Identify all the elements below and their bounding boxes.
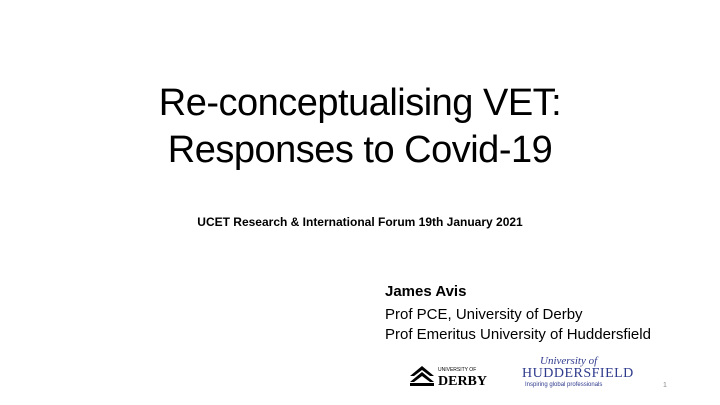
author-affiliation-1: Prof PCE, University of Derby — [385, 306, 583, 323]
author-name: James Avis — [385, 283, 467, 300]
derby-logo-bottom-text: DERBY — [438, 374, 488, 388]
derby-logo-top-text: UNIVERSITY OF — [438, 367, 477, 373]
event-subtitle: UCET Research & International Forum 19th January 2021 — [197, 215, 523, 229]
author-block — [385, 282, 705, 345]
huddersfield-logo-tagline: Inspiring global professionals — [525, 382, 603, 388]
derby-logo-mark-base — [410, 383, 434, 386]
title-line-1: Re-conceptualising VET: — [158, 82, 562, 124]
title-line-2: Responses to Covid-19 — [167, 129, 553, 171]
slide-number: 1 — [663, 382, 667, 389]
slide-title — [60, 80, 660, 174]
huddersfield-logo-name-text: HUDDERSFIELD — [522, 366, 634, 381]
author-affiliation-2: Prof Emeritus University of Huddersfield — [385, 326, 651, 343]
university-of-derby-logo — [408, 362, 488, 388]
university-of-huddersfield-logo — [520, 355, 634, 391]
huddersfield-logo-univ-text: University of — [540, 355, 598, 367]
